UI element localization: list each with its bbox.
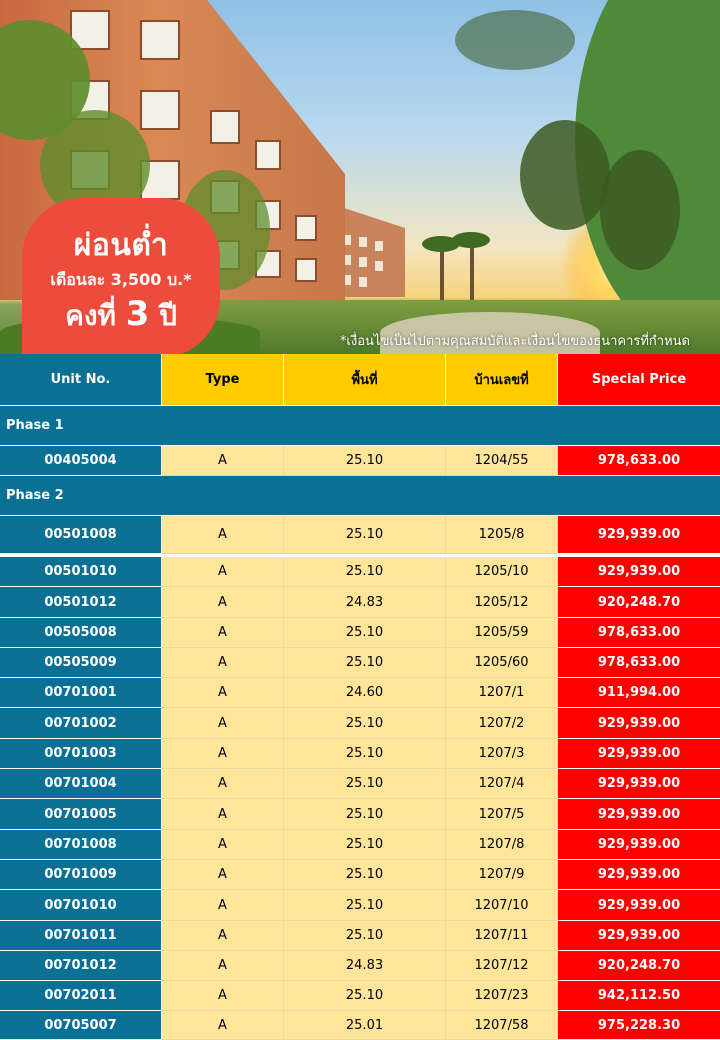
- unit-number-cell: 00405004: [0, 446, 162, 476]
- unit-number-cell: 00701003: [0, 739, 162, 769]
- table-row: [0, 587, 720, 618]
- area-cell: 25.10: [284, 516, 446, 554]
- phase-header-row: Phase 2: [0, 476, 720, 516]
- unit-number-cell: 00701009: [0, 860, 162, 890]
- type-cell: A: [162, 830, 284, 860]
- house-number-cell: 1207/58: [446, 1011, 558, 1040]
- hero-photo: [0, 0, 720, 354]
- header-special-price: Special Price: [558, 354, 720, 406]
- special-price-cell: 929,939.00: [558, 830, 720, 860]
- table-row: [0, 446, 720, 476]
- table-row: [0, 678, 720, 708]
- header-house-number: บ้านเลขที่: [446, 354, 558, 406]
- special-price-cell: 920,248.70: [558, 587, 720, 618]
- area-cell: 25.10: [284, 708, 446, 739]
- house-number-cell: 1207/4: [446, 769, 558, 799]
- type-cell: A: [162, 557, 284, 587]
- area-cell: 25.10: [284, 557, 446, 587]
- house-number-cell: 1207/2: [446, 708, 558, 739]
- table-row: [0, 516, 720, 554]
- type-cell: A: [162, 981, 284, 1011]
- unit-number-cell: 00701008: [0, 830, 162, 860]
- unit-number-cell: 00501010: [0, 557, 162, 587]
- unit-number-cell: 00505009: [0, 648, 162, 678]
- header-unit-no: Unit No.: [0, 354, 162, 406]
- special-price-cell: 929,939.00: [558, 799, 720, 830]
- type-cell: A: [162, 921, 284, 951]
- house-number-cell: 1205/12: [446, 587, 558, 618]
- type-cell: A: [162, 516, 284, 554]
- type-cell: A: [162, 890, 284, 921]
- area-cell: 25.10: [284, 769, 446, 799]
- unit-number-cell: 00705007: [0, 1011, 162, 1040]
- type-cell: A: [162, 769, 284, 799]
- type-cell: A: [162, 739, 284, 769]
- area-cell: 25.10: [284, 921, 446, 951]
- table-header-row: [0, 354, 720, 406]
- area-cell: 25.10: [284, 618, 446, 648]
- house-number-cell: 1207/3: [446, 739, 558, 769]
- special-price-cell: 978,633.00: [558, 618, 720, 648]
- house-number-cell: 1207/12: [446, 951, 558, 981]
- type-cell: A: [162, 799, 284, 830]
- special-price-cell: 942,112.50: [558, 981, 720, 1011]
- promo-years-label: ปี: [159, 299, 177, 332]
- promo-monthly-amount: เดือนละ 3,500 บ.*: [50, 270, 192, 289]
- type-cell: A: [162, 678, 284, 708]
- table-row: [0, 648, 720, 678]
- house-number-cell: 1204/55: [446, 446, 558, 476]
- special-price-cell: 929,939.00: [558, 739, 720, 769]
- table-row: [0, 981, 720, 1011]
- promo-years-number: 3: [125, 294, 150, 334]
- house-number-cell: 1205/59: [446, 618, 558, 648]
- type-cell: A: [162, 951, 284, 981]
- special-price-cell: 929,939.00: [558, 516, 720, 554]
- promo-fixed-term: [22, 294, 220, 338]
- area-cell: 25.10: [284, 648, 446, 678]
- type-cell: A: [162, 618, 284, 648]
- area-cell: 24.60: [284, 678, 446, 708]
- table-row: [0, 830, 720, 860]
- type-cell: A: [162, 1011, 284, 1040]
- table-row: [0, 769, 720, 799]
- unit-number-cell: 00701010: [0, 890, 162, 921]
- house-number-cell: 1207/5: [446, 799, 558, 830]
- tree-branches: [455, 10, 575, 70]
- table-row: [0, 951, 720, 981]
- promo-badge: [22, 198, 220, 354]
- house-number-cell: 1207/23: [446, 981, 558, 1011]
- type-cell: A: [162, 708, 284, 739]
- unit-number-cell: 00505008: [0, 618, 162, 648]
- area-cell: 25.01: [284, 1011, 446, 1040]
- special-price-cell: 929,939.00: [558, 890, 720, 921]
- area-cell: 25.10: [284, 981, 446, 1011]
- special-price-cell: 978,633.00: [558, 446, 720, 476]
- table-row: [0, 799, 720, 830]
- tree: [600, 150, 680, 270]
- house-number-cell: 1205/60: [446, 648, 558, 678]
- unit-number-cell: 00701004: [0, 769, 162, 799]
- unit-number-cell: 00701012: [0, 951, 162, 981]
- type-cell: A: [162, 648, 284, 678]
- special-price-cell: 978,633.00: [558, 648, 720, 678]
- house-number-cell: 1207/10: [446, 890, 558, 921]
- unit-number-cell: 00701011: [0, 921, 162, 951]
- table-row: [0, 708, 720, 739]
- unit-number-cell: 00701002: [0, 708, 162, 739]
- table-row: [0, 890, 720, 921]
- area-cell: 25.10: [284, 890, 446, 921]
- area-cell: 25.10: [284, 446, 446, 476]
- type-cell: A: [162, 446, 284, 476]
- unit-number-cell: 00501008: [0, 516, 162, 554]
- header-type: Type: [162, 354, 284, 406]
- house-number-cell: 1205/10: [446, 557, 558, 587]
- special-price-cell: 929,939.00: [558, 708, 720, 739]
- tree: [520, 120, 610, 230]
- area-cell: 24.83: [284, 951, 446, 981]
- header-area: พื้นที่: [284, 354, 446, 406]
- building-background: [335, 205, 405, 297]
- special-price-cell: 975,228.30: [558, 1011, 720, 1040]
- area-cell: 24.83: [284, 587, 446, 618]
- house-number-cell: 1207/11: [446, 921, 558, 951]
- house-number-cell: 1205/8: [446, 516, 558, 554]
- special-price-cell: 929,939.00: [558, 557, 720, 587]
- area-cell: 25.10: [284, 799, 446, 830]
- special-price-cell: 929,939.00: [558, 860, 720, 890]
- type-cell: A: [162, 587, 284, 618]
- area-cell: 25.10: [284, 739, 446, 769]
- promo-headline: ผ่อนต่ำ: [73, 228, 169, 263]
- special-price-cell: 911,994.00: [558, 678, 720, 708]
- unit-number-cell: 00501012: [0, 587, 162, 618]
- table-row: [0, 1011, 720, 1040]
- unit-number-cell: 00701005: [0, 799, 162, 830]
- unit-number-cell: 00702011: [0, 981, 162, 1011]
- palm-trunk: [470, 240, 474, 305]
- table-row: [0, 860, 720, 890]
- special-price-cell: 920,248.70: [558, 951, 720, 981]
- house-number-cell: 1207/8: [446, 830, 558, 860]
- special-price-cell: 929,939.00: [558, 769, 720, 799]
- palm-trunk: [440, 245, 444, 305]
- table-row: [0, 921, 720, 951]
- special-price-cell: 929,939.00: [558, 921, 720, 951]
- type-cell: A: [162, 860, 284, 890]
- house-number-cell: 1207/9: [446, 860, 558, 890]
- palm-leaves: [452, 232, 490, 248]
- phase-header-row: Phase 1: [0, 406, 720, 446]
- table-row: [0, 618, 720, 648]
- promo-fixed-label: คงที่: [65, 299, 116, 332]
- table-row: [0, 557, 720, 587]
- house-number-cell: 1207/1: [446, 678, 558, 708]
- area-cell: 25.10: [284, 860, 446, 890]
- disclaimer-text: *เงื่อนไขเป็นไปตามคุณสมบัติและเงื่อนไขของธนาคารที่กำหนด: [339, 334, 690, 349]
- table-row: [0, 739, 720, 769]
- unit-number-cell: 00701001: [0, 678, 162, 708]
- area-cell: 25.10: [284, 830, 446, 860]
